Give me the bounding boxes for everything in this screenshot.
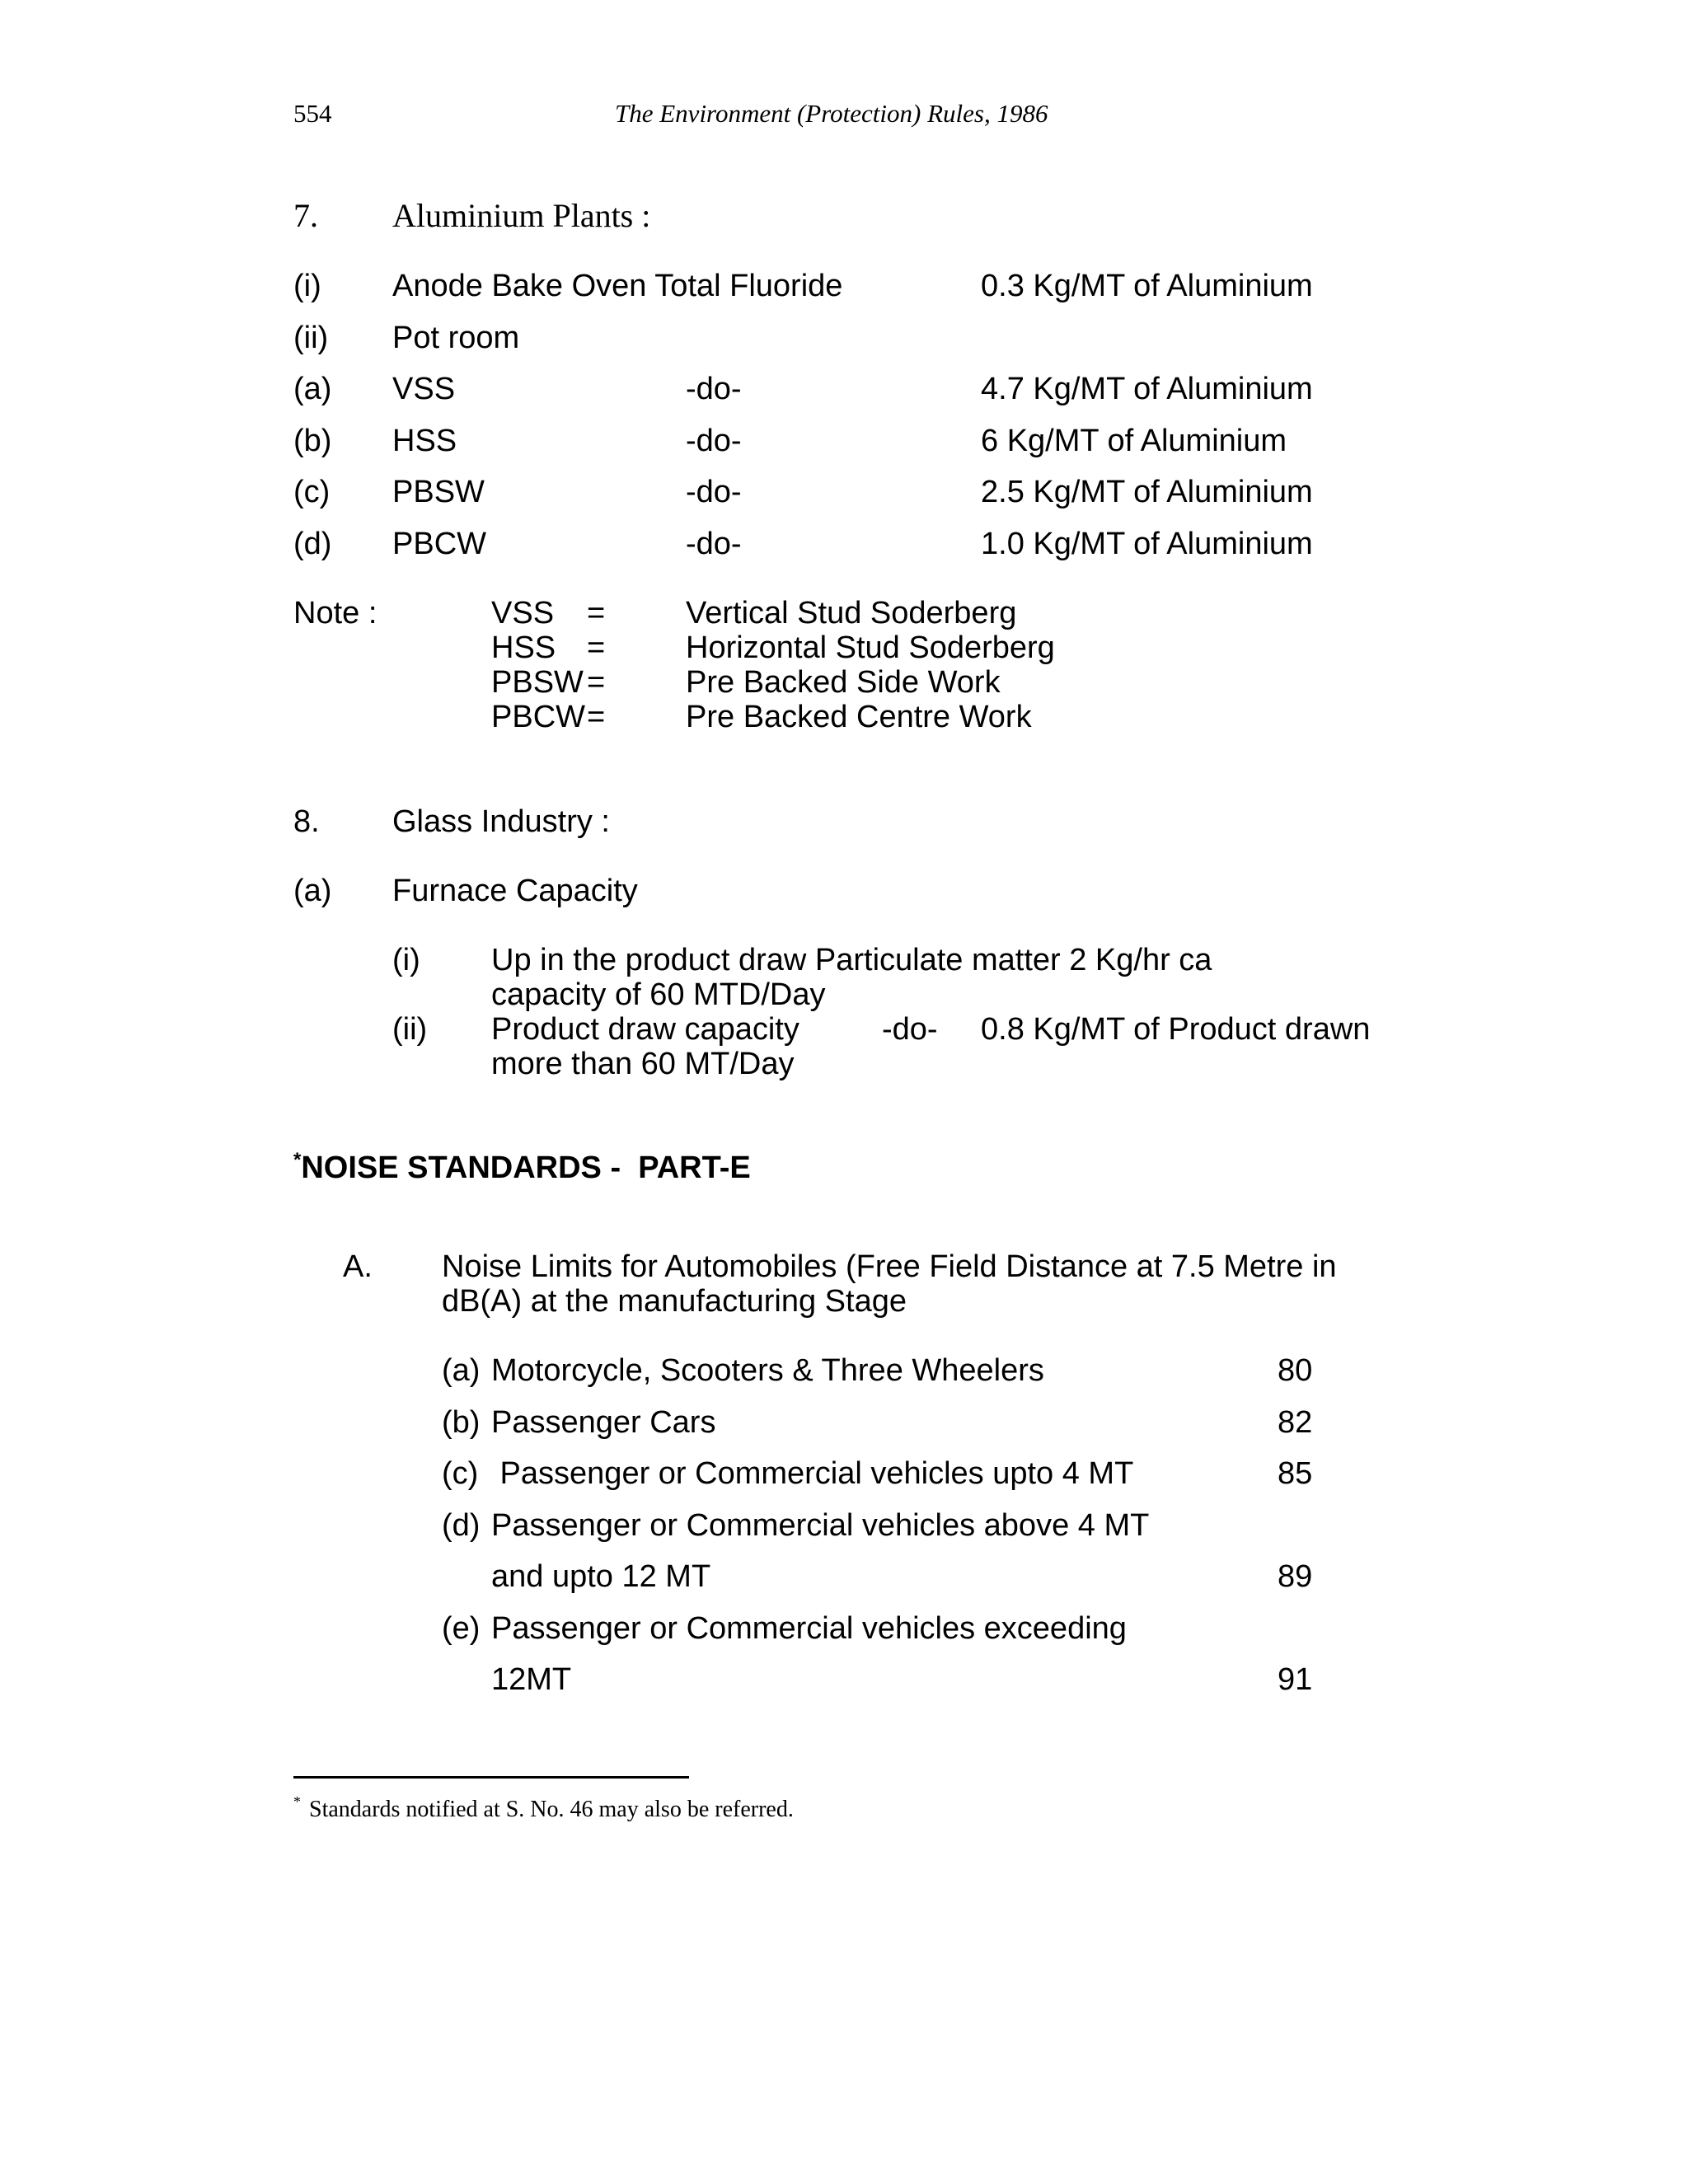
noise-heading-text: NOISE STANDARDS - PART-E — [301, 1151, 751, 1185]
row-param: -do- — [686, 424, 742, 458]
item-param: -do- — [882, 1012, 938, 1047]
row-value: 4.7 Kg/MT of Aluminium — [981, 372, 1313, 406]
section-7-number: 7. — [293, 197, 318, 234]
row-value: 1.0 Kg/MT of Aluminium — [981, 527, 1313, 561]
noise-item-value: 85 — [1278, 1456, 1313, 1491]
row-label: (i) — [293, 269, 321, 303]
note-meaning: Pre Backed Centre Work — [686, 700, 1032, 734]
footnote-rule — [293, 1776, 689, 1779]
row-label: (a) — [293, 372, 332, 406]
furnace-title: Furnace Capacity — [392, 874, 638, 908]
noise-item-label: (d) — [442, 1508, 481, 1543]
note-meaning: Vertical Stud Soderberg — [686, 596, 1017, 630]
section-7-title: Aluminium Plants : — [392, 197, 651, 234]
note-abbr: HSS — [491, 630, 556, 665]
footnote — [293, 1793, 794, 1823]
noise-item-text: Passenger or Commercial vehicles above 4 MT — [491, 1508, 1150, 1543]
noise-item-value: 91 — [1278, 1662, 1313, 1697]
item-text-line2: capacity of 60 MTD/Day — [491, 977, 826, 1012]
item-label: (ii) — [392, 1012, 428, 1047]
noise-item-text: Motorcycle, Scooters & Three Wheelers — [491, 1353, 1044, 1388]
noise-item-label: (a) — [442, 1353, 481, 1388]
row-name: PBSW — [392, 475, 485, 509]
noise-item-text: Passenger Cars — [491, 1405, 716, 1440]
note-meaning: Horizontal Stud Soderberg — [686, 630, 1055, 665]
item-text-line2: more than 60 MT/Day — [491, 1047, 795, 1081]
item-value: 0.8 Kg/MT of Product drawn — [981, 1012, 1371, 1047]
noise-item-text-line2: and upto 12 MT — [491, 1559, 711, 1594]
noise-item-text: Passenger or Commercial vehicles exceeding — [491, 1611, 1127, 1646]
row-label: (ii) — [293, 321, 329, 355]
noise-item-value: 80 — [1278, 1353, 1313, 1388]
note-meaning: Pre Backed Side Work — [686, 665, 1001, 700]
section-8-number: 8. — [293, 804, 320, 839]
item-text-line1: Product draw capacity — [491, 1012, 799, 1047]
row-value: 2.5 Kg/MT of Aluminium — [981, 475, 1313, 509]
footnote-marker: * — [293, 1793, 301, 1810]
note-abbr: VSS — [491, 596, 555, 630]
note-abbr: PBSW — [491, 665, 584, 700]
footnote-text: Standards notified at S. No. 46 may also be referred. — [309, 1797, 794, 1822]
noise-sub-title-line1: Noise Limits for Automobiles (Free Field Distance at 7.5 Metre in — [442, 1249, 1337, 1284]
section-8-title: Glass Industry : — [392, 804, 610, 839]
row-label: (b) — [293, 424, 332, 458]
note-equals: = — [587, 665, 606, 700]
furnace-label: (a) — [293, 874, 332, 908]
noise-item-label: (e) — [442, 1611, 481, 1646]
row-name: HSS — [392, 424, 457, 458]
row-name: VSS — [392, 372, 456, 406]
row-param: -do- — [686, 475, 742, 509]
noise-sub-label: A. — [343, 1249, 373, 1284]
row-label: (d) — [293, 527, 332, 561]
footnote-marker: * — [293, 1149, 302, 1171]
note-equals: = — [587, 630, 606, 665]
noise-item-value: 82 — [1278, 1405, 1313, 1440]
noise-item-label: (b) — [442, 1405, 481, 1440]
running-title: The Environment (Protection) Rules, 1986 — [615, 99, 1048, 128]
row-label: (c) — [293, 475, 331, 509]
row-param: -do- — [686, 372, 742, 406]
row-param: -do- — [686, 527, 742, 561]
noise-heading — [293, 1151, 751, 1189]
noise-item-text-line2: 12MT — [491, 1662, 572, 1697]
note-abbr: PBCW — [491, 700, 585, 734]
noise-item-label: (c) — [442, 1456, 479, 1491]
noise-sub-title-line2: dB(A) at the manufacturing Stage — [442, 1284, 907, 1319]
row-name: Pot room — [392, 321, 520, 355]
row-value: 0.3 Kg/MT of Aluminium — [981, 269, 1313, 303]
item-text-line1: Up in the product draw Particulate matter 2 Kg/hr ca — [491, 943, 1212, 977]
row-name: Anode Bake Oven Total Fluoride — [392, 269, 843, 303]
noise-item-value: 89 — [1278, 1559, 1313, 1594]
item-label: (i) — [392, 943, 420, 977]
noise-item-text: Passenger or Commercial vehicles upto 4 MT — [491, 1456, 1134, 1491]
note-equals: = — [587, 700, 606, 734]
page-number: 554 — [293, 99, 332, 128]
note-equals: = — [587, 596, 606, 630]
row-value: 6 Kg/MT of Aluminium — [981, 424, 1287, 458]
note-label: Note : — [293, 596, 377, 630]
row-name: PBCW — [392, 527, 486, 561]
